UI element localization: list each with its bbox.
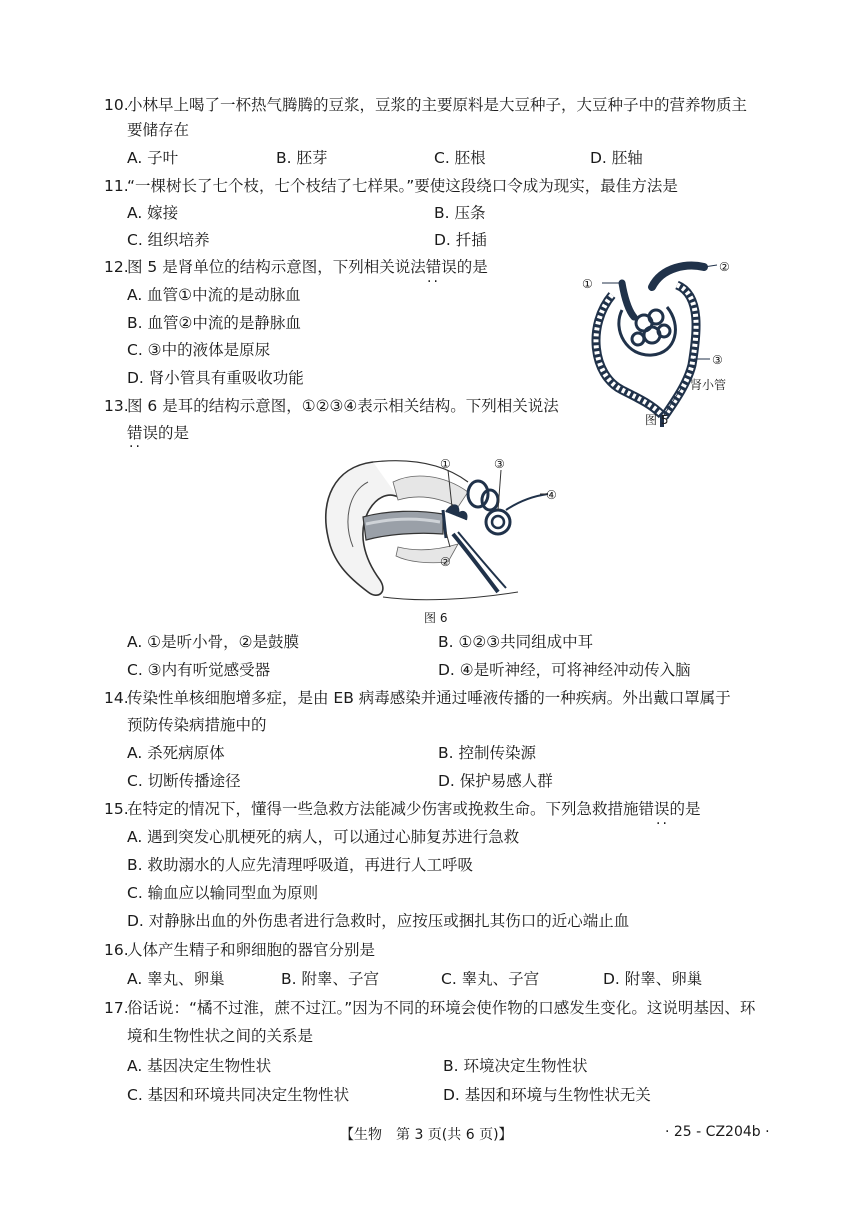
- option-d: D. 附睾、卵巢: [603, 970, 703, 988]
- option-d: D. 扦插: [434, 231, 487, 249]
- option-a: A. 睾丸、卵巢: [127, 970, 225, 988]
- nephron-diagram: [582, 255, 762, 430]
- option-a: A. 子叶: [127, 149, 179, 167]
- figure-6-ear: [318, 452, 588, 627]
- question-stem: 小林早上喝了一杯热气腾腾的豆浆，豆浆的主要原料是大豆种子，大豆种子中的营养物质主: [127, 96, 748, 114]
- option-a: A. 杀死病原体: [127, 744, 225, 762]
- label-3: ③: [494, 457, 505, 471]
- option-c: C. 组织培养: [127, 231, 210, 249]
- question-stem: 人体产生精子和卵细胞的器官分别是: [127, 941, 376, 959]
- option-d: D. 基因和环境与生物性状无关: [443, 1086, 651, 1104]
- question-number: 16.: [104, 941, 129, 959]
- question-stem: 预防传染病措施中的: [127, 716, 267, 734]
- option-d: D. 肾小管具有重吸收功能: [127, 369, 304, 387]
- label-1: ①: [582, 277, 593, 291]
- option-d: D. 对静脉出血的外伤患者进行急救时，应按压或捆扎其伤口的近心端止血: [127, 912, 630, 930]
- figure-5-nephron: [582, 255, 762, 430]
- option-d: D. ④是听神经，可将神经冲动传入脑: [438, 661, 691, 679]
- option-d: D. 胚轴: [590, 149, 643, 167]
- question-stem: 图 6 是耳的结构示意图，①②③④表示相关结构。下列相关说法: [127, 397, 559, 415]
- emphasis-dots: ··: [656, 816, 669, 832]
- question-stem: 在特定的情况下，懂得一些急救方法能减少伤害或挽救生命。下列急救措施错误的是: [127, 800, 701, 818]
- option-d: D. 保护易感人群: [438, 772, 553, 790]
- label-4: ④: [546, 488, 557, 502]
- question-stem: 要储存在: [127, 121, 190, 139]
- label-2: ②: [440, 555, 451, 569]
- option-b: B. 胚芽: [276, 149, 328, 167]
- ear-diagram: [318, 452, 588, 602]
- question-stem: 境和生物性状之间的关系是: [127, 1027, 314, 1045]
- question-stem: 传染性单核细胞增多症，是由 EB 病毒感染并通过唾液传播的一种疾病。外出戴口罩属于: [127, 689, 731, 707]
- question-number: 11.: [104, 177, 129, 195]
- option-b: B. 救助溺水的人应先清理呼吸道，再进行人工呼吸: [127, 856, 473, 874]
- option-b: B. 血管②中流的是静脉血: [127, 314, 301, 332]
- option-c: C. 胚根: [434, 149, 486, 167]
- option-a: A. 遇到突发心肌梗死的病人，可以通过心肺复苏进行急救: [127, 828, 520, 846]
- option-a: A. 基因决定生物性状: [127, 1057, 272, 1075]
- label-2: ②: [719, 260, 730, 274]
- figure-caption: 图 6: [424, 611, 448, 625]
- option-b: B. 控制传染源: [438, 744, 536, 762]
- figure-caption: 图 5: [645, 413, 669, 427]
- page-footer: 【生物 第 3 页(共 6 页)】: [340, 1127, 513, 1143]
- question-number: 13.: [104, 397, 129, 415]
- emphasis-dots: ··: [129, 439, 142, 455]
- label-3: ③: [712, 353, 723, 367]
- question-stem: 俗话说：“橘不过淮，蔗不过江。”因为不同的环境会使作物的口感发生变化。这说明基因、环: [127, 999, 756, 1017]
- question-number: 14.: [104, 689, 129, 707]
- option-b: B. 环境决定生物性状: [443, 1057, 588, 1075]
- question-number: 10.: [104, 96, 129, 114]
- option-b: B. 压条: [434, 204, 486, 222]
- option-a: A. 嫁接: [127, 204, 179, 222]
- option-b: B. 附睾、子宫: [281, 970, 379, 988]
- question-stem: “一棵树长了七个枝，七个枝结了七样果。”要使这段绕口令成为现实，最佳方法是: [127, 177, 678, 195]
- question-stem: 错误的是: [127, 424, 190, 442]
- option-a: A. 血管①中流的是动脉血: [127, 286, 301, 304]
- option-c: C. 输血应以输同型血为原则: [127, 884, 319, 902]
- option-c: C. ③内有听觉感受器: [127, 661, 271, 679]
- option-c: C. 基因和环境共同决定生物性状: [127, 1086, 350, 1104]
- question-number: 12.: [104, 258, 129, 276]
- option-c: C. 切断传播途径: [127, 772, 241, 790]
- question-stem: 图 5 是肾单位的结构示意图，下列相关说法错误的是: [127, 258, 488, 276]
- option-c: C. ③中的液体是原尿: [127, 341, 271, 359]
- emphasis-dots: ··: [427, 274, 440, 290]
- option-a: A. ①是听小骨，②是鼓膜: [127, 633, 299, 651]
- question-number: 17.: [104, 999, 129, 1017]
- option-b: B. ①②③共同组成中耳: [438, 633, 594, 651]
- label-1: ①: [440, 457, 451, 471]
- label-tubule: 肾小管: [690, 378, 727, 392]
- exam-code: · 25 - CZ204b ·: [665, 1124, 770, 1140]
- option-c: C. 睾丸、子宫: [441, 970, 540, 988]
- question-number: 15.: [104, 800, 129, 818]
